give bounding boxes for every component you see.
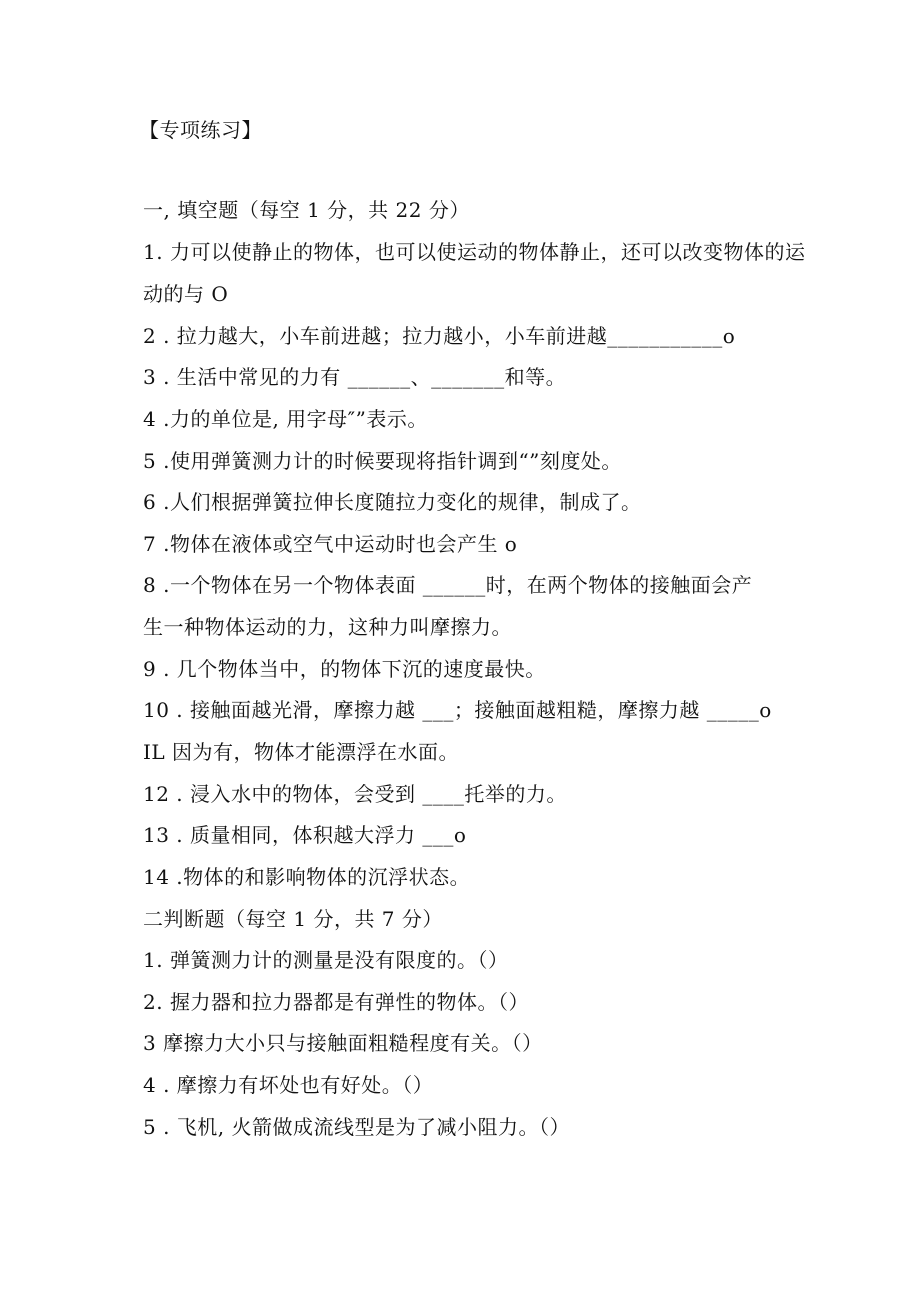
question-line: 8 .一个物体在另一个物体表面 ______时，在两个物体的接触面会产: [143, 573, 753, 597]
question-line: 4 .力的单位是, 用字母″”表示。: [143, 407, 428, 431]
question-line: 1. 力可以使静止的物体，也可以使运动的物体静止，还可以改变物体的运: [143, 240, 806, 264]
question-line: 14 .物体的和影响物体的沉浮状态。: [143, 865, 471, 889]
judgment-line: 2. 握力器和拉力器都是有弹性的物体。（）: [143, 990, 529, 1014]
question-line: 6 .人们根据弹簧拉伸长度随拉力变化的规律，制成了。: [143, 490, 642, 514]
judgment-line: 5 . 飞机, 火箭做成流线型是为了减小阻力。（）: [143, 1115, 571, 1139]
question-line: 13 . 质量相同，体积越大浮力 ___o: [143, 823, 467, 847]
question-line: 生一种物体运动的力，这种力叫摩擦力。: [143, 615, 512, 639]
question-line: 10 . 接触面越光滑，摩擦力越 ___；接触面越粗糙，摩擦力越 _____o: [143, 698, 772, 722]
question-line: 12 . 浸入水中的物体，会受到 ____托举的力。: [143, 782, 567, 806]
question-line: 2 . 拉力越大，小车前进越；拉力越小，小车前进越___________o: [143, 324, 736, 348]
question-line: 3 . 生活中常见的力有 ______、_______和等。: [143, 365, 567, 389]
question-line: 5 .使用弹簧测力计的时候要现将指针调到“”刻度处。: [143, 449, 622, 473]
question-line: IL 因为有，物体才能漂浮在水面。: [143, 740, 460, 764]
section-heading-fill-blank: 一, 填空题（每空 1 分，共 22 分）: [143, 198, 470, 222]
judgment-line: 3 摩擦力大小只与接触面粗糙程度有关。（）: [143, 1031, 543, 1055]
question-line: 9 . 几个物体当中，的物体下沉的速度最快。: [143, 657, 546, 681]
document-title: 【专项练习】: [139, 118, 262, 142]
judgment-line: 4 . 摩擦力有坏处也有好处。（）: [143, 1073, 434, 1097]
judgment-line: 1. 弹簧测力计的测量是没有限度的。（）: [143, 948, 509, 972]
question-line: 动的与 O: [143, 282, 229, 306]
section-heading-true-false: 二判断题（每空 1 分，共 7 分）: [143, 907, 443, 931]
question-line: 7 .物体在液体或空气中运动时也会产生 o: [143, 532, 518, 556]
